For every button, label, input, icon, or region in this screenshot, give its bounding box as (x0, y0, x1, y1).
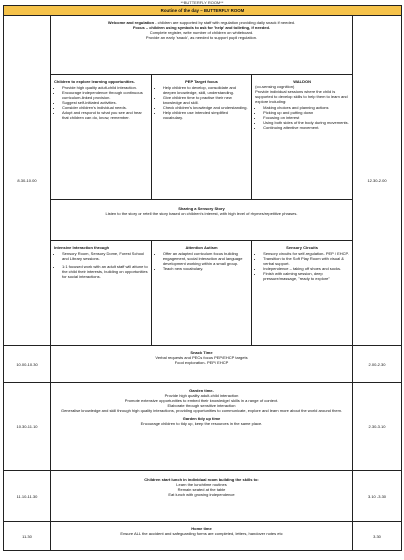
time-right-r4: 3.10 -3.30 (353, 471, 402, 522)
home-cell (51, 522, 353, 551)
tidy-text: Encourage children to tidy up, keep the resources in the same place. (140, 421, 263, 426)
list-item: • Offer an adapted curriculum focus building engagement, social interaction and language development working within a small group. (163, 251, 248, 266)
time-right-r2: 2.00-2.30 (353, 346, 402, 383)
welcome-row (51, 16, 352, 75)
time-right-r5: 3.30 (353, 522, 402, 551)
list-item: • Sensory Room, Sensory Dome, Forest School and Library sessions. (62, 251, 148, 261)
garden-line: Elaborate through sensitive interaction (167, 403, 236, 408)
row-home (4, 522, 402, 551)
pep-cell (151, 75, 251, 200)
snack-title: Snack Time (190, 350, 213, 355)
list-item: • Help children use intended simplified vocabulary. (163, 110, 248, 120)
garden-cell (51, 383, 353, 471)
story-title: Sharing a Sensory Story (178, 206, 225, 211)
time-right-r1: 12.30-2.00 (353, 16, 402, 346)
time-left-r2: 10.00-10.30 (4, 346, 51, 383)
snack-line2: Food exploration- PEP/ EHCP (174, 360, 229, 365)
lunch-line: Eat lunch with growing independence (168, 492, 235, 497)
garden-line: Provide high quality adult-child interaction (164, 393, 239, 398)
lunch-cell (51, 471, 353, 522)
list-item: • Provide high quality adult-child interaction. (62, 85, 148, 90)
row1-inner-table (51, 16, 352, 345)
intensive-cell (51, 241, 151, 346)
circuits-cell (252, 241, 352, 346)
list-item: • Using both sides of the body during movements. (263, 120, 349, 125)
table-header-row (4, 6, 402, 16)
autism-title: Attention Autism (185, 245, 218, 250)
circuits-list (255, 251, 349, 281)
home-text: Ensure ALL the accident and safeguarding forms are completed, letters, handover notes etc (120, 531, 283, 536)
garden-line: Generalise knowledge and skill through high quality interactions, providing opportunities to communicate, explore and learn more about the world around them. (60, 408, 343, 413)
pep-title: PEP Target focus (185, 79, 218, 84)
focus-line1: Complete register, write number of children on whiteboard. (149, 30, 254, 35)
welcome-title: Welcome and regulation (107, 20, 155, 25)
interaction-row (51, 241, 352, 346)
list-item: • Making choices and planning actions (263, 105, 349, 110)
lunch-line: Remain seated at the table (177, 487, 226, 492)
focus-title: Focus – children using symbols to ask for 'help' and toileting, if needed. (132, 25, 271, 30)
list-item: • Encourage independence through continuous curriculum-linked provision. (62, 90, 148, 100)
list-item: • Finish with calming session, deep pressure/massage, "ready to explore" (263, 271, 349, 281)
explore-title: Children to explore learning opportunities. (54, 79, 135, 84)
list-item: • Help children to develop, consolidate and deepen knowledge, skill, understanding. (163, 85, 248, 95)
garden-line: Promote extensive opportunities to embed their knowledge/ skills in a range of context. (124, 398, 279, 403)
time-left-r1: 8.30-10.00 (4, 16, 51, 346)
story-cell (51, 200, 352, 241)
list-item: • 1:1 focused work with an adult staff will attune to the child their interests, building on opportunities for social interactions. (62, 264, 148, 279)
autism-list (155, 251, 248, 271)
row-garden (4, 383, 402, 471)
lunch-title: Children start lunch in individual room building the skills to: (144, 477, 259, 482)
waldon-title: WALDON (293, 79, 311, 84)
explore-list (54, 85, 148, 120)
intensive-list (54, 251, 148, 279)
routine-table (3, 5, 402, 551)
list-item: • Sensory circuits for self-regulation- PEP / EHCP. (263, 251, 349, 256)
list-item: • Check children's knowledge and understanding. (163, 105, 248, 110)
story-text: Listen to the story or retell the story based on children's interest, with high level of rhymes/repetitive phrases. (105, 211, 298, 216)
time-left-r5: 11.30 (4, 522, 51, 551)
list-item: • Focusing on interest (263, 115, 349, 120)
waldon-list (255, 105, 349, 130)
lunch-line: Learn the lunchtime routines (176, 482, 227, 487)
list-item: • Continuing attentive movement. (263, 125, 349, 130)
waldon-subtitle: (co-sensing cognition) (255, 84, 295, 89)
list-item: • Picking up and putting down (263, 110, 349, 115)
tidy-title: Garden tidy up time (182, 416, 221, 421)
snack-cell (51, 346, 353, 383)
time-left-r3: 10.30-11.10 (4, 383, 51, 471)
list-item: • Give children time to practise their new knowledge and skill. (163, 95, 248, 105)
list-item: • Suggest self-initiated activities. (62, 100, 148, 105)
garden-title: Garden time- (189, 388, 214, 393)
list-item: • Teach new vocabulary. (163, 266, 248, 271)
row-morning (4, 16, 402, 346)
pep-list (155, 85, 248, 120)
home-title: Home time (191, 526, 212, 531)
waldon-intro: Provide individual sessions where the child is supported to develop skills to help them to learn and explore including: (255, 89, 348, 104)
welcome-cell (51, 16, 352, 75)
activities-row (51, 75, 352, 200)
time-left-r4: 11.10-11.30 (4, 471, 51, 522)
snack-line1: Verbal requests and PECs focus PEP/EHCP targets (155, 355, 248, 360)
top-note: **BUTTERFLY ROOM** (180, 0, 224, 5)
list-item: • Independence – taking off shoes and socks. (263, 266, 349, 271)
table-header: Routine of the day – BUTTERFLY ROOM (4, 6, 402, 16)
row-snack (4, 346, 402, 383)
explore-cell (51, 75, 151, 200)
welcome-text: - children are supported by staff with regulation providing daily snack if needed. (154, 20, 296, 25)
intensive-title: Intensive Interaction through (54, 245, 110, 250)
focus-line2: Provide an early 'snack', as needed to support pupil regulation. (145, 35, 258, 40)
waldon-cell (252, 75, 352, 200)
circuits-title: Sensory Circuits (286, 245, 318, 250)
row-content-r1 (51, 16, 353, 346)
list-item: • Transition to the Soft Play Room with visual & verbal support. (263, 256, 349, 266)
story-row (51, 200, 352, 241)
list-item: • Consider children's individual needs. (62, 105, 148, 110)
row-lunch (4, 471, 402, 522)
autism-cell (151, 241, 251, 346)
list-item: • Adopt and respond to what you see and hear that children can do, know, remember. (62, 110, 148, 120)
time-right-r3: 2.30-3.10 (353, 383, 402, 471)
